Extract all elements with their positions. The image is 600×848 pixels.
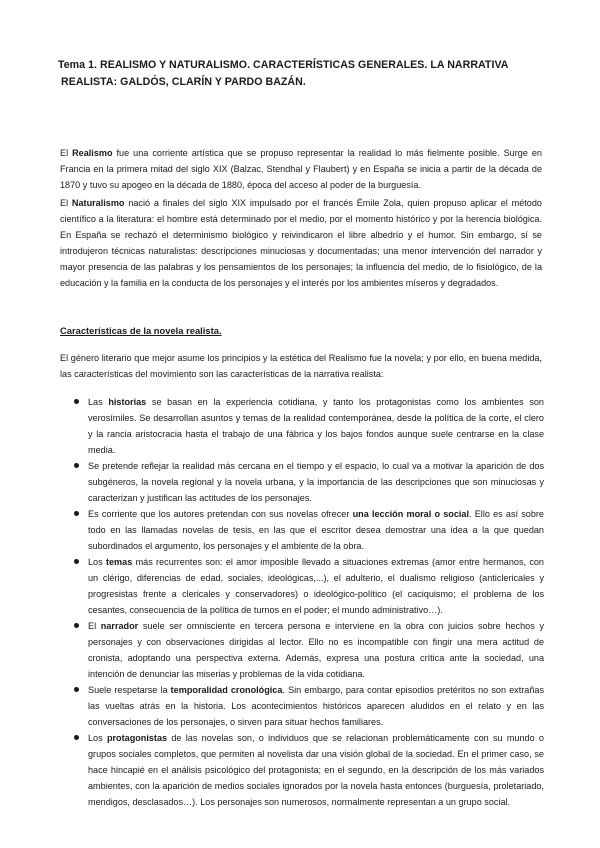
bold-term: narrador xyxy=(100,621,139,631)
list-item xyxy=(74,682,544,730)
bold-term: historias xyxy=(108,397,147,407)
text-segment: Los xyxy=(88,733,107,743)
text-segment: se basan en la experiencia cotidiana, y tanto los protagonistas como los ambientes son verosímiles. Se desarrollan asuntos y temas de la realidad contemporánea, desde la política de la corte, el clero y la rancia aristocracia hasta el trabajo de una fábrica y los bajos fondos aunque suele centrarse en la clase media. xyxy=(88,397,544,455)
text-segment: El xyxy=(60,198,72,208)
bold-term: Naturalismo xyxy=(71,198,125,208)
text-segment: suele ser omnisciente en tercera persona e interviene en la obra con juicios sobre hechos y personajes y con observaciones dirigidas al lector. Ello no es incompatible con fingir una mera actitud de cronista, adoptando una perspectiva externa. Además, expresa una postura crítica ante la sociedad, una intención de denunciar las miserias y problemas de la vida cotidiana. xyxy=(88,621,544,679)
section-heading: Características de la novela realista. xyxy=(60,325,222,336)
characteristics-list xyxy=(74,394,544,810)
text-segment: Se pretende reflejar la realidad más cercana en el tiempo y el espacio, lo cual va a motivar la aparición de dos subgéneros, la novela regional y la novela urbana, y la importancia de las descripciones que son minuciosas y caracterizan y justifican las actitudes de los personajes. xyxy=(88,461,544,503)
text-segment: Las xyxy=(88,397,109,407)
title-line-1: Tema 1. REALISMO Y NATURALISMO. CARACTERÍSTICAS GENERALES. LA NARRATIVA xyxy=(58,59,509,71)
paragraph-realismo xyxy=(60,145,542,193)
list-item xyxy=(74,394,544,458)
bold-term: una lección moral o social xyxy=(352,509,469,519)
text-segment: El xyxy=(88,621,101,631)
list-item xyxy=(74,730,544,810)
bullet-icon xyxy=(74,735,79,740)
text-segment: . Sin embargo, para contar episodios pretéritos no son extrañas las vueltas atrás en la historia. Los acontecimientos históricos aparecen aludidos en el relato y en las conversaciones de los personajes, o sirven para situar hechos familiares. xyxy=(88,685,544,727)
bullet-icon xyxy=(74,559,79,564)
bullet-icon xyxy=(74,623,79,628)
list-item xyxy=(74,554,544,618)
text-segment: más recurrentes son: el amor imposible llevado a situaciones extremas (amor entre hermanos, con un clérigo, diferencias de edad, sociales, ideológicas,...), el adulterio, el dualismo religioso (anticlericales y progresistas frente a clericales y conservadores) o ideológico-político (el caciquismo; el problema de los cesantes, consecuencia de la política de turnos en el poder; el mundo administrativo…). xyxy=(88,557,544,615)
bullet-icon xyxy=(74,511,79,516)
paragraph-naturalismo xyxy=(60,195,542,291)
bullet-icon xyxy=(74,399,79,404)
title-line-2: REALISTA: GALDÓS, CLARÍN Y PARDO BAZÁN. xyxy=(61,76,306,88)
text-segment: . Ello es así sobre todo en las llamadas novelas de tesis, en las que el escritor desea demostrar una idea a la que quedan subordinados el argumento, los personajes y el ambiente de la obra. xyxy=(88,509,544,551)
text-segment: nació a finales del siglo XIX impulsado por el francés Émile Zola, quien propuso aplicar el método científico a la literatura: el hombre está determinado por el medio, por el momento histórico y por la herencia biológica. En España se rechazó el determinismo biológico y reivindicaron el libre albedrío y el humor. Sin embargo, sí se introdujeron técnicas naturalistas: descripciones minuciosas y documentadas; una menor intervención del narrador y mayor presencia de las palabras y los pensamientos de los personajes; la influencia del medio, de lo fisiológico, de la educación y la familia en la conducta de los personajes y el interés por los ambientes míseros y degradados. xyxy=(60,198,542,288)
document-title xyxy=(58,57,528,91)
list-item xyxy=(74,618,544,682)
text-segment: fue una corriente artística que se propuso representar la realidad lo más fielmente posible. Surge en Francia en la primera mitad del siglo XIX (Balzac, Stendhal y Flaubert) y en España se inicia a partir de la década de 1870 y tuvo su apogeo en la década de 1880, época del acceso al poder de la burguesía. xyxy=(60,148,542,190)
bold-term: temporalidad cronológica xyxy=(170,685,283,695)
text-segment: Es corriente que los autores pretendan con sus novelas ofrecer xyxy=(88,509,353,519)
bullet-icon xyxy=(74,687,79,692)
bold-term: Realismo xyxy=(72,148,113,158)
text-segment: El xyxy=(60,148,73,158)
text-segment: Suele respetarse la xyxy=(88,685,171,695)
bullet-icon xyxy=(74,463,79,468)
list-item xyxy=(74,506,544,554)
text-segment: de las novelas son, o individuos que se relacionan problemáticamente con su mundo o grupos sociales completos, que permiten al novelista dar una visión global de la sociedad. En el primer caso, se hace hincapié en el análisis psicológico del protagonista; en el segundo, en la descripción de los más variados ambientes, con la aparición de medios sociales ignorados por la novela hasta entonces (burguesía, proletariado, mendigos, desclasados…). Los personajes son numerosos, normalmente representan a un grupo social. xyxy=(88,733,544,807)
bold-term: temas xyxy=(105,557,133,567)
text-segment: Los xyxy=(88,557,106,567)
list-item xyxy=(74,458,544,506)
intro-paragraph: El género literario que mejor asume los principios y la estética del Realismo fue la novela; y por ello, en buena medida, las características del movimiento son las características de la narrativa realista: xyxy=(60,353,542,379)
bold-term: protagonistas xyxy=(106,733,168,743)
